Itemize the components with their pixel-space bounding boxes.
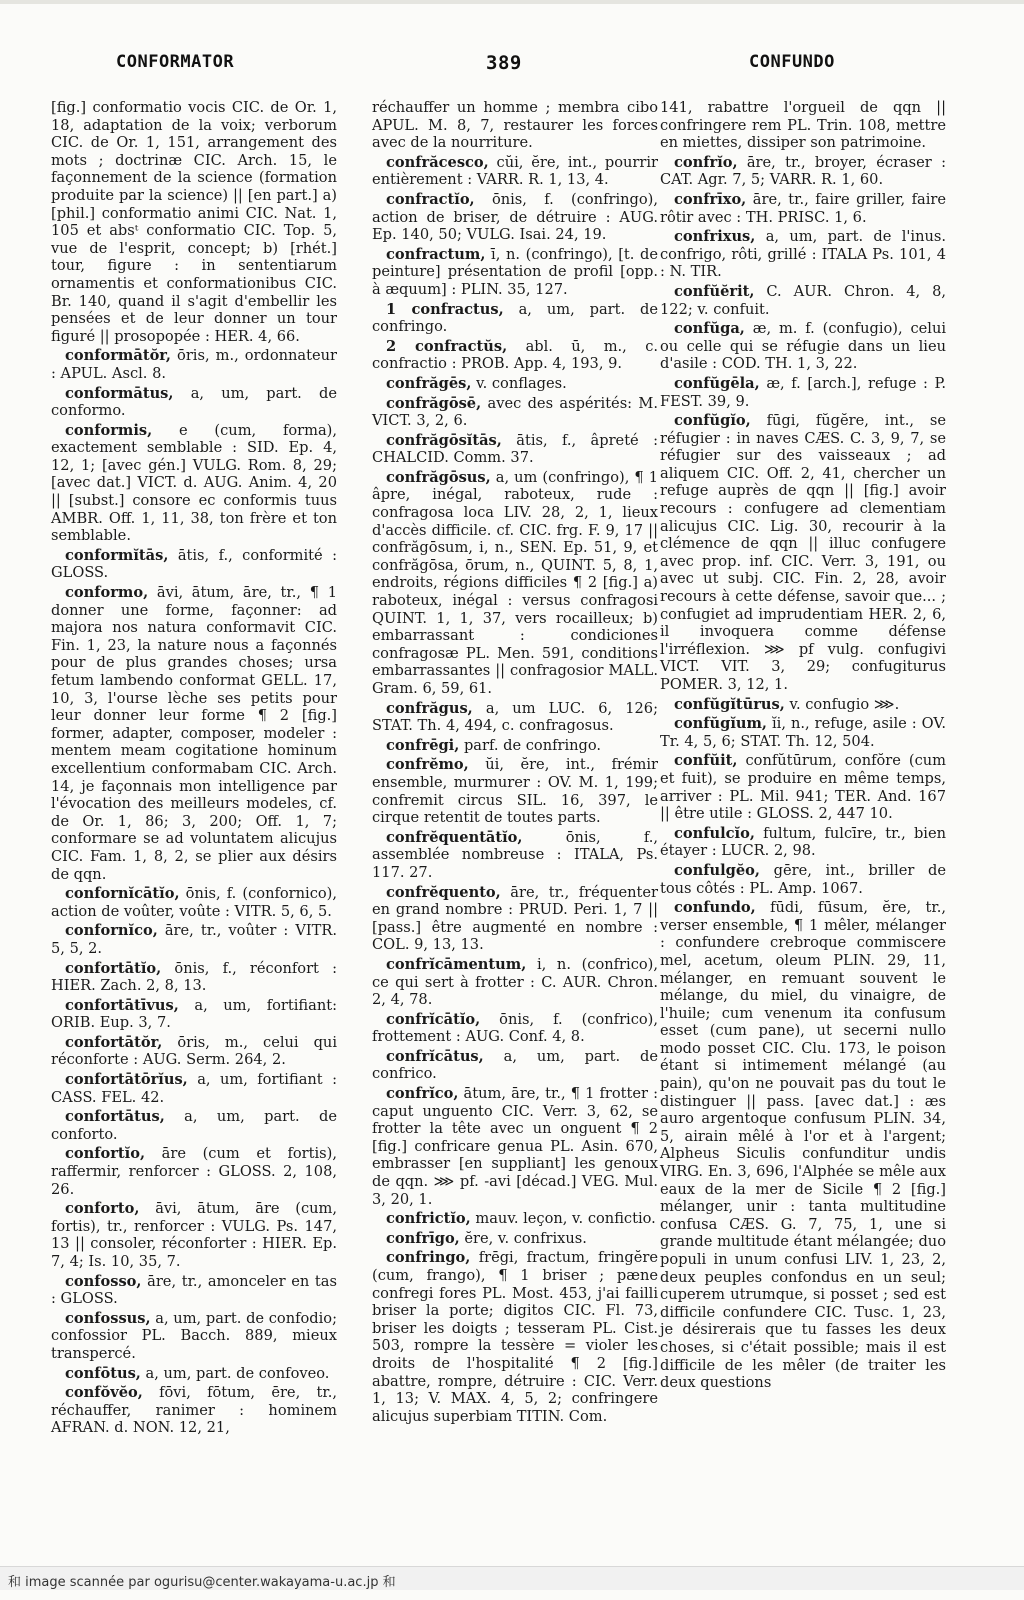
- entry-definition: æ, m. f. (confugio), celui ou celle qui se réfugie dans un lieu d'asile : COD. TH. 1, 3, 22.: [660, 320, 947, 373]
- entry-headword: confrĭco,: [386, 1085, 459, 1103]
- dictionary-entry: [372, 1230, 658, 1248]
- dictionary-entry: [372, 756, 658, 826]
- entry-headword: conformo,: [65, 584, 149, 602]
- entry-definition: a, um, fortifiant: ORIB. Eup. 3, 7.: [51, 996, 338, 1032]
- dictionary-entry: [660, 375, 946, 410]
- dictionary-entry: [51, 347, 337, 382]
- entry-definition: a, um, part. de conforto.: [51, 1108, 337, 1143]
- entry-headword: confŏvĕo,: [65, 1384, 143, 1402]
- entry-headword: confrăgōsĭtās,: [386, 431, 502, 449]
- dictionary-entry: [372, 1085, 658, 1208]
- entry-definition: a, um, fortifiant : CASS. FEL. 42.: [51, 1071, 337, 1106]
- dictionary-entry: [660, 862, 946, 897]
- entry-definition: [fig.] conformatio vocis CIC. de Or. 1, 18, adaptation de la voix; verborum CIC. de Or. 1, 151, arrangement des mots ; doctrinæ CIC. Arch. 15, le façonnement de la science (formation produite par la science) || [en part.] a) [phil.] conformatio animi CIC. Nat. 1, 105 et absᵗ conformatio CIC. Top. 5, vue de l'esprit, concept; b) [rhét.] tour, figure : in sententiarum ornamentis et conformationibus CIC. Br. 140, quand il s'agit d'embellir les pensées et de leur donner un tour figuré || prosopopée : HER. 4, 66.: [51, 99, 337, 345]
- entry-headword: confŭgĭum,: [674, 715, 767, 733]
- entry-headword: confringo,: [386, 1249, 471, 1267]
- entry-definition: a, um, part. de conformo.: [51, 384, 337, 420]
- entry-headword: 2 confractŭs,: [386, 337, 508, 355]
- entry-definition: āvi, ātum, āre (cum, fortis), tr., renforcer : VULG. Ps. 147, 13 || consoler, réconforter : HIER. Ep. 7, 4; Is. 10, 35, 7.: [51, 1200, 337, 1270]
- dictionary-column-3: [660, 99, 946, 1394]
- entry-headword: confrīgo,: [386, 1229, 460, 1247]
- dictionary-entry: [51, 385, 337, 420]
- entry-headword: conformĭtās,: [65, 546, 169, 564]
- dictionary-entry: [51, 1273, 337, 1308]
- dictionary-entry: [372, 301, 658, 336]
- entry-definition: v. confugio ⋙.: [789, 695, 900, 713]
- entry-definition: gēre, int., briller de tous côtés : PL. Amp. 1067.: [660, 861, 946, 897]
- page-number: 389: [486, 52, 522, 74]
- entry-definition: a, um (confringo), ¶ 1 âpre, inégal, raboteux, rude : confragosa loca LIV. 28, 2, 1, lieux d'accès difficile. cf. CIC. frg. F. 9, 17 || confrăgōsum, i, n., SEN. Ep. 51, 9, et confrăgōsa, ōrum, n., QUINT. 5, 8, 1, endroits, régions difficiles ¶ 2 [fig.] a) raboteux, inégal : versus confragosi QUINT. 1, 1, 37, vers rocailleux; b) embarrassant : condiciones confragosæ PL. Men. 591, conditions embarrassantes || confragosior MALL. Gram. 6, 59, 61.: [372, 468, 659, 697]
- dictionary-entry: [51, 584, 337, 883]
- dictionary-entry: [51, 1384, 337, 1437]
- dictionary-entry: [372, 956, 658, 1009]
- dictionary-entry: [660, 99, 946, 152]
- entry-definition: a, um, part. de confoveo.: [145, 1364, 330, 1382]
- entry-definition: cŭi, ĕre, int., pourrir entièrement : VARR. R. 1, 13, 4.: [372, 153, 658, 189]
- entry-definition: fūdi, fūsum, ĕre, tr., verser ensemble, ¶ 1 mêler, mélanger : confundere crebroque commiscere mel, acetum, oleum PLIN. 29, 11, mélanger, en remuant souvent le mélange, du miel, du vinaigre, de l'huile; cum venenum ita confusum esset (cum pane), ut secerni nullo modo posset CIC. Clu. 173, le poison étant si intimement mélangé (au pain), qu'on ne pouvait pas du tout le distinguer || pass. [avec dat.] : æs auro argentoque confusum PLIN. 34, 5, airain mêlé à l'or et à l'argent; Alpheus Siculis confunditur undis VIRG. En. 3, 696, l'Alphée se mêle aux eaux de la mer de Sicile ¶ 2 [fig.] mélanger, unir : tanta multitudine confusa CÆS. G. 7, 75, 1, une si grande multitude étant mélangée; duo populi in unum confusi LIV. 1, 23, 2, deux peuples confondus en un seul; cuperem utrumque, si posset ; sed est difficile confundere CIC. Tusc. 1, 23, je désirerais que tu fasses les deux choses, si c'était possible; mais il est difficile de les mêler (de traiter les deux questions: [660, 899, 947, 1392]
- entry-headword: conforto,: [65, 1200, 140, 1218]
- running-head-right: CONFUNDO: [749, 52, 835, 72]
- entry-headword: confŭga,: [674, 320, 745, 338]
- entry-headword: confrĭcātĭo,: [386, 1010, 481, 1028]
- dictionary-entry: [660, 412, 946, 694]
- entry-headword: confŭit,: [674, 752, 738, 770]
- dictionary-entry: [51, 422, 337, 545]
- entry-headword: confortātŏr,: [65, 1033, 163, 1051]
- entry-headword: conformātŏr,: [65, 347, 172, 365]
- entry-definition: ōris, m., celui qui réconforte : AUG. Serm. 264, 2.: [51, 1033, 337, 1069]
- dictionary-entry: [51, 99, 337, 345]
- entry-headword: confortātōrĭus,: [65, 1071, 188, 1089]
- entry-headword: confōtus,: [65, 1364, 141, 1382]
- dictionary-entry: [372, 338, 658, 373]
- entry-definition: a, um, part. de confodio; confossior PL. Bacch. 889, mieux transpercé.: [51, 1309, 337, 1362]
- page-header: [0, 52, 1024, 86]
- dictionary-entry: [51, 1034, 337, 1069]
- dictionary-column-1: [51, 99, 337, 1439]
- entry-definition: parf. de confringo.: [463, 736, 602, 754]
- dictionary-entry: [372, 191, 658, 244]
- entry-definition: a, um, part. de confringo.: [372, 300, 658, 336]
- entry-headword: confŭĕrit,: [674, 282, 755, 300]
- entry-headword: confossus,: [65, 1309, 151, 1327]
- dictionary-entry: [660, 320, 946, 373]
- entry-definition: āre, tr., fréquenter en grand nombre : PRUD. Peri. 1, 7 || [pass.] être augmenté en nombre : COL. 9, 13, 13.: [372, 883, 659, 954]
- dictionary-entry: [51, 1071, 337, 1106]
- dictionary-entry: [51, 1310, 337, 1363]
- dictionary-entry: [372, 395, 658, 430]
- entry-definition: a, um, part. de confrico.: [372, 1047, 658, 1083]
- entry-definition: āre, tr., voûter : VITR. 5, 5, 2.: [51, 922, 338, 957]
- dictionary-entry: [372, 1048, 658, 1083]
- entry-definition: āre, tr., amonceler en tas : GLOSS.: [51, 1272, 337, 1308]
- entry-definition: ōnis, f., réconfort : HIER. Zach. 2, 8, 13.: [51, 959, 338, 995]
- entry-headword: confrăgōsus,: [386, 468, 491, 486]
- entry-definition: ōnis, f. (confornico), action de voûter, voûte : VITR. 5, 6, 5.: [51, 885, 338, 920]
- dictionary-entry: [51, 1108, 337, 1143]
- dictionary-entry: [372, 432, 658, 467]
- entry-headword: confrictĭo,: [386, 1210, 471, 1228]
- entry-definition: v. conflages.: [476, 374, 567, 392]
- dictionary-entry: [51, 922, 337, 957]
- entry-definition: ī, n. (confringo), [t. de peinture] présentation de profil [opp. à æquum] : PLIN. 35, 127.: [372, 245, 658, 298]
- entry-definition: ōnis, f. (confringo), action de briser, de détruire : AUG. Ep. 140, 50; VULG. Isai. 24, 19.: [372, 190, 658, 244]
- entry-definition: ōris, m., ordonnateur : APUL. Ascl. 8.: [51, 347, 337, 382]
- dictionary-entry: [372, 99, 658, 152]
- dictionary-entry: [372, 700, 658, 735]
- entry-headword: confortātīvus,: [65, 996, 179, 1014]
- entry-headword: confornĭco,: [65, 922, 158, 940]
- dictionary-entry: [372, 884, 658, 954]
- entry-definition: abl. ū, m., c. confractio : PROB. App. 4, 193, 9.: [372, 337, 659, 373]
- entry-definition: a, um LUC. 6, 126; STAT. Th. 4, 494, c. confragosus.: [372, 699, 659, 735]
- dictionary-entry: [372, 154, 658, 189]
- entry-headword: confortĭo,: [65, 1145, 146, 1163]
- entry-definition: fōvi, fōtum, ēre, tr., réchauffer, ranimer : hominem AFRAN. d. NON. 12, 21,: [51, 1384, 337, 1437]
- entry-definition: āvi, ātum, āre, tr., ¶ 1 donner une forme, façonner: ad majora nos natura conformavit CIC. Fin. 1, 23, la nature nous a façonnés pour de plus grandes choses; ursa fetum lambendo conformat GELL. 17, 10, 3, l'ourse lèche ses petits pour leur donner leur forme ¶ 2 [fig.] former, adapter, composer, modeler : mentem meam cogitatione hominum excellentium conformabam CIC. Arch. 14, je façonnais mon intelligence par l'évocation des meilleurs modeles, cf. de Or. 1, 86; 3, 200; Off. 1, 7; conformare se ad voluntatem alicujus CIC. Fam. 1, 8, 2, se plier aux désirs de qqn.: [51, 584, 337, 883]
- entry-headword: confortātus,: [65, 1108, 165, 1126]
- entry-headword: confrăgus,: [386, 699, 473, 717]
- dictionary-entry: [372, 469, 658, 698]
- entry-headword: confŭgēla,: [674, 374, 760, 392]
- running-head-left: CONFORMATOR: [116, 52, 235, 72]
- dictionary-entry: [660, 825, 946, 860]
- dictionary-entry: [51, 885, 337, 920]
- entry-definition: réchauffer un homme ; membra cibo APUL. M. 8, 7, restaurer les forces avec de la nourriture.: [372, 99, 658, 152]
- dictionary-entry: [372, 1011, 658, 1046]
- entry-definition: ōnis, f., assemblée nombreuse : ITALA, Ps. 117. 27.: [372, 828, 659, 881]
- entry-definition: fūgi, fŭgĕre, int., se réfugier : in naves CÆS. C. 3, 9, 7, se réfugier sur des vaisseaux ; ad aliquem CIC. Off. 2, 41, chercher un refuge auprès de qqn || [fig.] avoir recours : confugere ad clementiam alicujus CIC. Lig. 30, recourir à la clémence de qqn || illuc confugere avec prop. inf. CIC. Verr. 3, 191, ou avec ut subj. CIC. Fin. 2, 28, avoir recours à cette défense, savoir que... ; confugiet ad imprudentiam HER. 2, 6, il invoquera comme défense l'irréflexion. ⋙ pf vulg. confugivi VICT. VIT. 3, 29; confugiturus POMER. 3, 12, 1.: [660, 412, 946, 693]
- entry-headword: confundo,: [674, 899, 756, 917]
- entry-headword: confrĭcātus,: [386, 1047, 484, 1065]
- entry-headword: confrăgēs,: [386, 374, 472, 392]
- entry-headword: confrĕquento,: [386, 883, 501, 901]
- entry-headword: confulgĕo,: [674, 861, 760, 879]
- entry-definition: āre (cum et fortis), raffermir, renforcer : GLOSS. 2, 108, 26.: [51, 1145, 338, 1198]
- dictionary-entry: [660, 899, 946, 1392]
- entry-definition: frēgi, fractum, fringĕre (cum, frango), ¶ 1 briser ; pæne confregi fores PL. Most. 453, j'ai failli briser la porte; digitos CIC. Fl. 73, briser les doigts ; tesseram PL. Cist. 503, rompre la tessère = violer les droits de l'hospitalité ¶ 2 [fig.] abattre, rompre, détruire : CIC. Verr. 1, 13; V. MAX. 4, 5, 2; confringere alicujus superbiam TITIN. Com.: [372, 1249, 658, 1425]
- dictionary-column-2: [372, 99, 658, 1427]
- entry-headword: confrăgōsē,: [386, 394, 482, 412]
- entry-definition: ātum, āre, tr., ¶ 1 frotter : caput unguento CIC. Verr. 3, 62, se frotter la tête avec un onguent ¶ 2 [fig.] confricare genua PL. Asin. 670, embrasser [en suppliant] les genoux de qqn. ⋙ pf. -avi [décad.] VEG. Mul. 3, 20, 1.: [372, 1085, 658, 1208]
- entry-definition: a, um, part. de l'inus. confrigo, rôti, grillé : ITALA Ps. 101, 4 : N. TIR.: [660, 228, 947, 281]
- entry-headword: conformātus,: [65, 384, 174, 402]
- dictionary-entry: [372, 829, 658, 882]
- entry-definition: āre, tr., faire griller, faire rôtir avec : TH. PRISC. 1, 6.: [660, 190, 946, 226]
- entry-definition: mauv. leçon, v. confictio.: [475, 1210, 656, 1228]
- entry-definition: ātis, f., conformité : GLOSS.: [51, 546, 337, 582]
- entry-definition: ŭi, ĕre, int., frémir ensemble, murmurer : OV. M. 1, 199; confremit circus SIL. 16, 397, le cirque retentit de toutes parts.: [372, 756, 659, 827]
- dictionary-entry: [51, 960, 337, 995]
- entry-headword: confractum,: [386, 245, 486, 263]
- dictionary-entry: [660, 154, 946, 189]
- dictionary-entry: [51, 1200, 337, 1270]
- entry-definition: āre, tr., broyer, écraser : CAT. Agr. 7, 5; VARR. R. 1, 60.: [660, 153, 946, 189]
- entry-headword: confractĭo,: [386, 190, 475, 208]
- entry-headword: confŭgĭtūrus,: [674, 695, 785, 713]
- entry-definition: C. AUR. Chron. 4, 8, 122; v. confuit.: [660, 282, 946, 318]
- entry-headword: confulcĭo,: [674, 824, 755, 842]
- scan-credit-footer: [0, 1566, 1024, 1590]
- entry-definition: ĭi, n., refuge, asile : OV. Tr. 4, 5, 6; STAT. Th. 12, 504.: [660, 715, 946, 750]
- scan-edge: [0, 0, 1024, 4]
- scan-credit-text: 和 image scannée par ogurisu@center.wakayama-u.ac.jp 和: [8, 1575, 396, 1590]
- entry-definition: ātis, f., âpreté : CHALCID. Comm. 37.: [372, 431, 658, 467]
- entry-definition: i, n. (confrico), ce qui sert à frotter : C. AUR. Chron. 2, 4, 78.: [372, 955, 658, 1009]
- entry-headword: conformis,: [65, 421, 153, 439]
- entry-definition: ōnis, f. (confrico), frottement : AUG. Conf. 4, 8.: [372, 1010, 659, 1046]
- entry-definition: avec des aspérités: M. VICT. 3, 2, 6.: [372, 394, 658, 430]
- dictionary-entry: [51, 1365, 337, 1383]
- entry-headword: confrĕmo,: [386, 756, 469, 774]
- dictionary-entry: [660, 228, 946, 281]
- entry-headword: confrĭcāmentum,: [386, 955, 527, 973]
- entry-definition: confŭtūrum, confŏre (cum et fuit), se produire en même temps, arriver : PL. Mil. 941; TER. And. 167 || être utile : GLOSS. 2, 447 10.: [660, 752, 946, 823]
- dictionary-entry: [51, 547, 337, 582]
- dictionary-entry: [372, 375, 658, 393]
- dictionary-entry: [372, 1210, 658, 1228]
- dictionary-entry: [372, 246, 658, 299]
- entry-headword: 1 confractus,: [386, 300, 504, 318]
- dictionary-entry: [51, 997, 337, 1032]
- dictionary-entry: [660, 696, 946, 714]
- entry-definition: æ, f. [arch.], refuge : P. FEST. 39, 9.: [660, 374, 947, 410]
- entry-headword: confrĭo,: [674, 153, 738, 171]
- entry-headword: confrixus,: [674, 228, 756, 246]
- entry-headword: confrăcesco,: [386, 153, 489, 171]
- entry-definition: fultum, fulcīre, tr., bien étayer : LUCR. 2, 98.: [660, 824, 946, 860]
- dictionary-entry: [660, 191, 946, 226]
- dictionary-entry: [372, 1249, 658, 1425]
- dictionary-entry: [660, 283, 946, 318]
- entry-definition: e (cum, forma), exactement semblable : SID. Ep. 4, 12, 1; [avec gén.] VULG. Rom. 8, 29; [avec dat.] VICT. d. AUG. Anim. 4, 20 || [subst.] consore ec conformis tuus AMBR. Off. 1, 11, 38, ton frère et ton semblable.: [51, 421, 338, 545]
- entry-headword: confŭgĭo,: [674, 412, 751, 430]
- entry-headword: confosso,: [65, 1272, 142, 1290]
- entry-headword: confornĭcātĭo,: [65, 885, 180, 903]
- entry-definition: ĕre, v. confrixus.: [464, 1229, 587, 1247]
- entry-headword: confortātĭo,: [65, 959, 162, 977]
- entry-headword: confrīxo,: [674, 190, 747, 208]
- dictionary-entry: [660, 752, 946, 822]
- entry-headword: confrĕquentātĭo,: [386, 828, 523, 846]
- dictionary-entry: [372, 737, 658, 755]
- entry-headword: confrēgi,: [386, 736, 460, 754]
- dictionary-entry: [51, 1145, 337, 1198]
- entry-definition: 141, rabattre l'orgueil de qqn || confringere rem PL. Trin. 108, mettre en miettes, dissiper son patrimoine.: [660, 99, 946, 152]
- dictionary-entry: [660, 715, 946, 750]
